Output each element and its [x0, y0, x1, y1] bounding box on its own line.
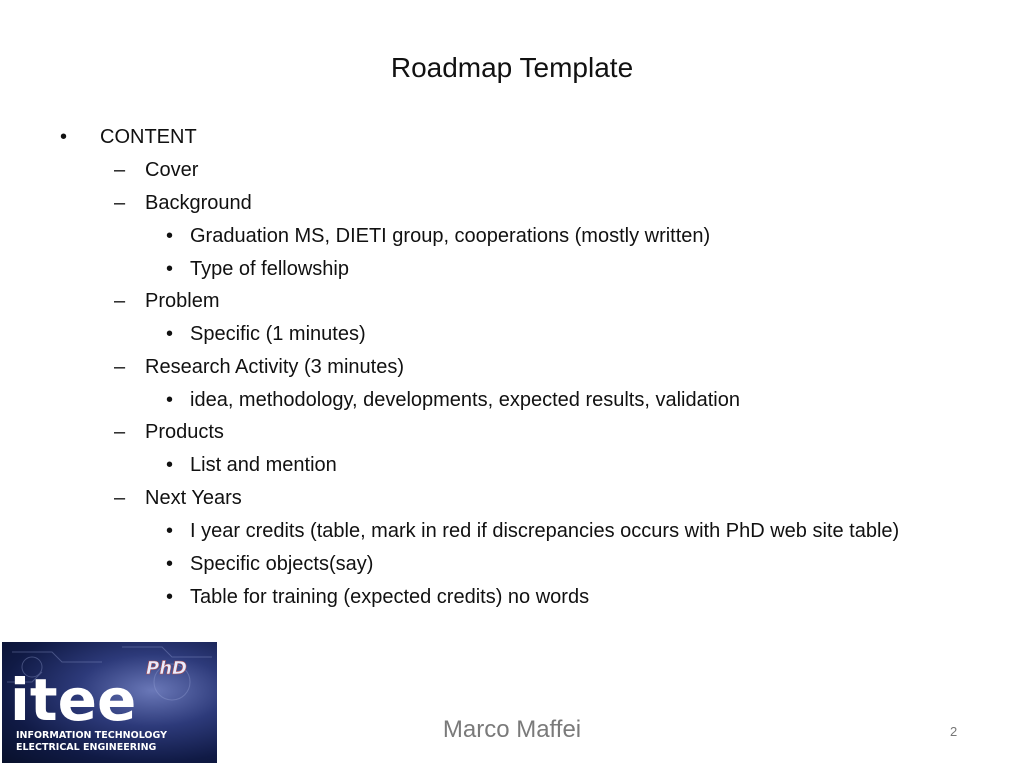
logo-main-text: itee [10, 666, 137, 734]
itee-phd-logo [2, 642, 217, 763]
outline-subitem: Type of fellowship [190, 258, 349, 280]
outline-subitem: I year credits (table, mark in red if discrepancies occurs with PhD web site table) [190, 520, 900, 542]
bullet-marker: • [166, 225, 174, 247]
bullet-marker: • [166, 389, 174, 411]
outline-subitem: Specific objects(say) [190, 553, 374, 575]
outline-subitem: idea, methodology, developments, expected results, validation [190, 389, 740, 411]
bullet-marker: • [166, 454, 174, 476]
dash-marker: – [114, 487, 126, 509]
logo-badge: PhD [146, 658, 187, 679]
outline-item-research: Research Activity (3 minutes) [145, 356, 404, 378]
bullet-marker: • [166, 520, 174, 542]
outline-item-products: Products [145, 421, 224, 443]
outline-subitem: Table for training (expected credits) no words [190, 586, 590, 608]
bullet-marker: • [166, 553, 174, 575]
logo-line-1: INFORMATION TECHNOLOGY [16, 730, 167, 741]
outline-subitem: Specific (1 minutes) [190, 323, 366, 345]
footer-author: Marco Maffei [442, 716, 582, 743]
outline-item-cover: Cover [145, 159, 199, 181]
outline-item-background: Background [145, 192, 252, 214]
page-number: 2 [950, 724, 958, 739]
dash-marker: – [114, 159, 126, 181]
outline-item-next-years: Next Years [145, 487, 242, 509]
dash-marker: – [114, 192, 126, 214]
logo-graphic [2, 642, 217, 763]
bullet-marker: • [166, 586, 174, 608]
logo-line-2: ELECTRICAL ENGINEERING [16, 742, 157, 753]
outline-heading-content: CONTENT [100, 126, 197, 148]
bullet-marker: • [166, 323, 174, 345]
slide-title: Roadmap Template [390, 52, 634, 83]
bullet-marker: • [166, 258, 174, 280]
dash-marker: – [114, 290, 126, 312]
outline-subitem: List and mention [190, 454, 337, 476]
bullet-marker: • [60, 126, 68, 148]
dash-marker: – [114, 356, 126, 378]
outline-subitem: Graduation MS, DIETI group, cooperations (mostly written) [190, 225, 711, 247]
dash-marker: – [114, 421, 126, 443]
outline-item-problem: Problem [145, 290, 220, 312]
